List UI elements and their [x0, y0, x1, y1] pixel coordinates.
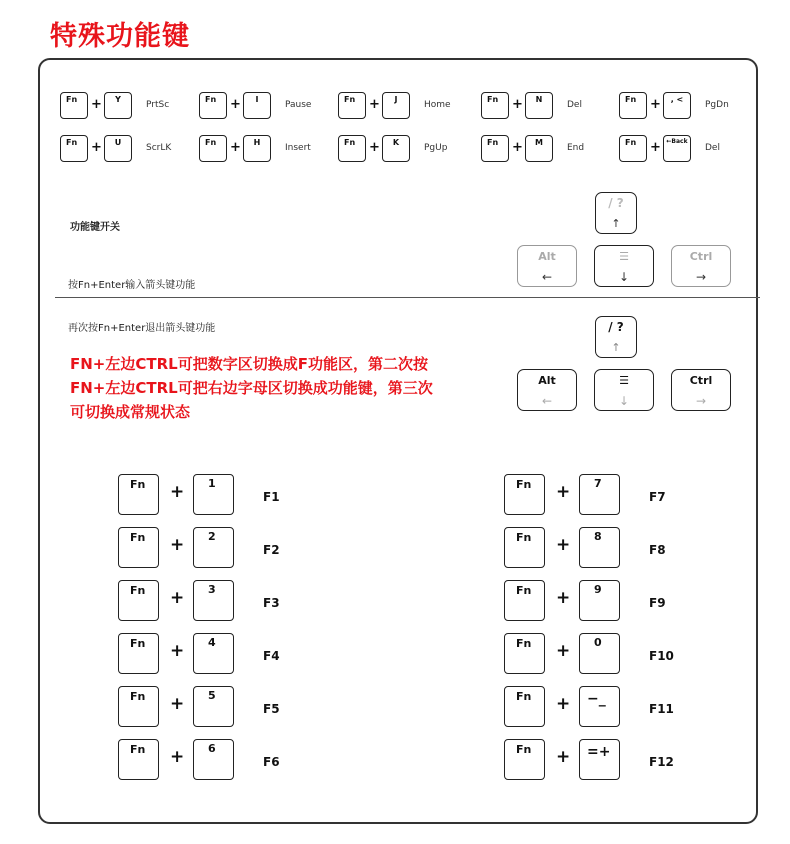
page-title: 特殊功能键	[50, 21, 190, 52]
fn-key	[118, 580, 159, 621]
alt-label: Alt	[538, 374, 556, 387]
number-key-label: 7	[594, 477, 602, 490]
function-key-label: F11	[649, 702, 674, 716]
fn-key	[504, 686, 545, 727]
fn-key-label: Fn	[66, 95, 78, 104]
shortcut-key	[525, 135, 553, 162]
fn-key	[118, 633, 159, 674]
number-key	[193, 739, 234, 780]
ctrl-label: Ctrl	[689, 374, 713, 387]
number-key-label: =+	[587, 744, 611, 760]
note-line: 可切换成常规状态	[70, 403, 191, 421]
fn-ctrl-note	[70, 352, 490, 424]
function-key-label: F6	[263, 755, 280, 769]
fn-key-label: Fn	[130, 531, 146, 544]
shortcut-key-label: N	[535, 95, 543, 104]
shortcut-key	[382, 135, 410, 162]
fn-key	[199, 135, 227, 162]
fn-key	[504, 739, 545, 780]
number-key-label: 8	[594, 530, 602, 543]
plus-sign: +	[556, 588, 571, 608]
shortcut-function-label: Pause	[285, 100, 312, 110]
plus-sign: +	[556, 482, 571, 502]
fn-key	[118, 739, 159, 780]
function-key-label: F4	[263, 649, 280, 663]
number-key	[579, 527, 620, 568]
shortcut-key	[243, 92, 271, 119]
plus-sign: +	[369, 97, 380, 112]
left-arrow-icon: ←	[541, 394, 553, 408]
shortcut-key	[104, 92, 132, 119]
fn-key	[619, 135, 647, 162]
shortcut-key-label: K	[392, 138, 400, 147]
plus-sign: +	[230, 97, 241, 112]
exit-instruction: 再次按Fn+Enter退出箭头键功能	[68, 323, 216, 334]
fn-key-label: Fn	[487, 138, 499, 147]
menu-icon: ☰	[619, 250, 629, 263]
shortcut-key	[382, 92, 410, 119]
enter-instruction: 按Fn+Enter输入箭头键功能	[68, 280, 196, 291]
note-line: FN+左边CTRL可把右边字母区切换成功能键，第三次	[70, 379, 433, 397]
number-key-label: 2	[208, 530, 216, 543]
fn-key-label: Fn	[625, 138, 637, 147]
fn-key-label: Fn	[516, 478, 532, 491]
fn-key-label: Fn	[487, 95, 499, 104]
fn-key	[199, 92, 227, 119]
number-key	[579, 686, 620, 727]
number-key	[193, 686, 234, 727]
function-key-label: F1	[263, 490, 280, 504]
ctrl-label: Ctrl	[689, 250, 713, 263]
fn-key	[118, 686, 159, 727]
number-key	[579, 580, 620, 621]
number-key-label: 3	[208, 583, 216, 596]
section-divider	[55, 297, 760, 298]
fn-key-label: Fn	[516, 690, 532, 703]
shortcut-function-label: ScrLK	[146, 143, 172, 153]
shortcut-key-label: , <	[670, 95, 684, 104]
fn-key	[481, 135, 509, 162]
up-arrow-icon: ↑	[611, 217, 621, 230]
plus-sign: +	[650, 97, 661, 112]
fn-key	[504, 527, 545, 568]
number-key	[193, 474, 234, 515]
number-key-label: 0	[594, 636, 602, 649]
slash-question-key	[595, 192, 637, 234]
toggle-heading: 功能键开关	[70, 222, 120, 233]
fn-key-label: Fn	[625, 95, 637, 104]
shortcut-function-label: PrtSc	[146, 100, 170, 110]
menu-icon: ☰	[619, 374, 629, 387]
alt-key	[517, 245, 577, 287]
shortcut-function-label: PgUp	[424, 143, 448, 153]
slash-question-label: / ?	[608, 196, 624, 210]
fn-key	[338, 135, 366, 162]
fn-key-label: Fn	[130, 743, 146, 756]
function-key-label: F7	[649, 490, 666, 504]
number-key-label: 4	[208, 636, 216, 649]
plus-sign: +	[556, 747, 571, 767]
fn-key	[338, 92, 366, 119]
number-key-label: 1	[208, 477, 216, 490]
fn-key-label: Fn	[205, 138, 217, 147]
fn-key-label: Fn	[130, 637, 146, 650]
shortcut-key-label: H	[253, 138, 261, 147]
plus-sign: +	[230, 140, 241, 155]
function-key-label: F5	[263, 702, 280, 716]
shortcut-key-label: U	[114, 138, 122, 147]
plus-sign: +	[369, 140, 380, 155]
fn-key-label: Fn	[344, 138, 356, 147]
function-key-label: F8	[649, 543, 666, 557]
shortcut-function-label: End	[567, 143, 585, 153]
shortcut-key-label: ←Back	[666, 138, 688, 145]
ctrl-key-normal	[671, 369, 731, 411]
shortcut-function-label: Home	[424, 100, 451, 110]
fn-key	[619, 92, 647, 119]
shortcut-key	[243, 135, 271, 162]
fn-key-label: Fn	[130, 584, 146, 597]
plus-sign: +	[170, 535, 185, 555]
number-key	[579, 739, 620, 780]
shortcut-key	[104, 135, 132, 162]
shortcut-key-label: J	[394, 95, 398, 104]
right-arrow-icon: →	[695, 270, 707, 284]
fn-key-label: Fn	[516, 637, 532, 650]
shortcut-key	[525, 92, 553, 119]
shortcut-function-label: PgDn	[705, 100, 729, 110]
fn-key	[118, 474, 159, 515]
plus-sign: +	[170, 641, 185, 661]
fn-key-label: Fn	[516, 743, 532, 756]
fn-key-label: Fn	[130, 478, 146, 491]
fn-key	[481, 92, 509, 119]
menu-key-normal	[594, 369, 654, 411]
plus-sign: +	[170, 482, 185, 502]
number-key-label: 6	[208, 742, 216, 755]
shortcut-key-label: M	[535, 138, 543, 147]
fn-key	[60, 135, 88, 162]
fn-key	[504, 580, 545, 621]
fn-key	[60, 92, 88, 119]
plus-sign: +	[512, 140, 523, 155]
plus-sign: +	[512, 97, 523, 112]
shortcut-function-label: Del	[567, 100, 582, 110]
function-key-label: F12	[649, 755, 674, 769]
number-key-label: −_	[587, 691, 606, 707]
shortcut-key-label: I	[255, 95, 259, 104]
function-key-label: F3	[263, 596, 280, 610]
plus-sign: +	[170, 588, 185, 608]
plus-sign: +	[170, 747, 185, 767]
slash-question-key-normal	[595, 316, 637, 358]
menu-key	[594, 245, 654, 287]
number-key	[579, 633, 620, 674]
plus-sign: +	[556, 694, 571, 714]
fn-key-label: Fn	[344, 95, 356, 104]
down-arrow-icon: ↓	[618, 270, 630, 284]
note-line: FN+左边CTRL可把数字区切换成F功能区，第二次按	[70, 355, 428, 373]
down-arrow-icon: ↓	[618, 394, 630, 408]
plus-sign: +	[556, 535, 571, 555]
fn-key-label: Fn	[516, 531, 532, 544]
shortcut-key-label: Y	[115, 95, 121, 104]
plus-sign: +	[650, 140, 661, 155]
shortcut-function-label: Del	[705, 143, 720, 153]
function-key-label: F10	[649, 649, 674, 663]
fn-key	[504, 474, 545, 515]
left-arrow-icon: ←	[541, 270, 553, 284]
fn-key-label: Fn	[205, 95, 217, 104]
shortcut-function-label: Insert	[285, 143, 311, 153]
ctrl-key	[671, 245, 731, 287]
number-key-label: 9	[594, 583, 602, 596]
number-key	[193, 633, 234, 674]
up-arrow-icon: ↑	[611, 341, 621, 354]
right-arrow-icon: →	[695, 394, 707, 408]
slash-question-label: / ?	[608, 320, 624, 334]
plus-sign: +	[170, 694, 185, 714]
alt-label: Alt	[538, 250, 556, 263]
plus-sign: +	[91, 97, 102, 112]
number-key	[193, 527, 234, 568]
function-key-label: F2	[263, 543, 280, 557]
number-key	[193, 580, 234, 621]
shortcut-key	[663, 135, 691, 162]
alt-key-normal	[517, 369, 577, 411]
fn-key-label: Fn	[516, 584, 532, 597]
shortcut-key	[663, 92, 691, 119]
fn-key	[118, 527, 159, 568]
fn-key-label: Fn	[66, 138, 78, 147]
number-key-label: 5	[208, 689, 216, 702]
fn-key	[504, 633, 545, 674]
plus-sign: +	[91, 140, 102, 155]
fn-key-label: Fn	[130, 690, 146, 703]
function-key-label: F9	[649, 596, 666, 610]
number-key	[579, 474, 620, 515]
plus-sign: +	[556, 641, 571, 661]
